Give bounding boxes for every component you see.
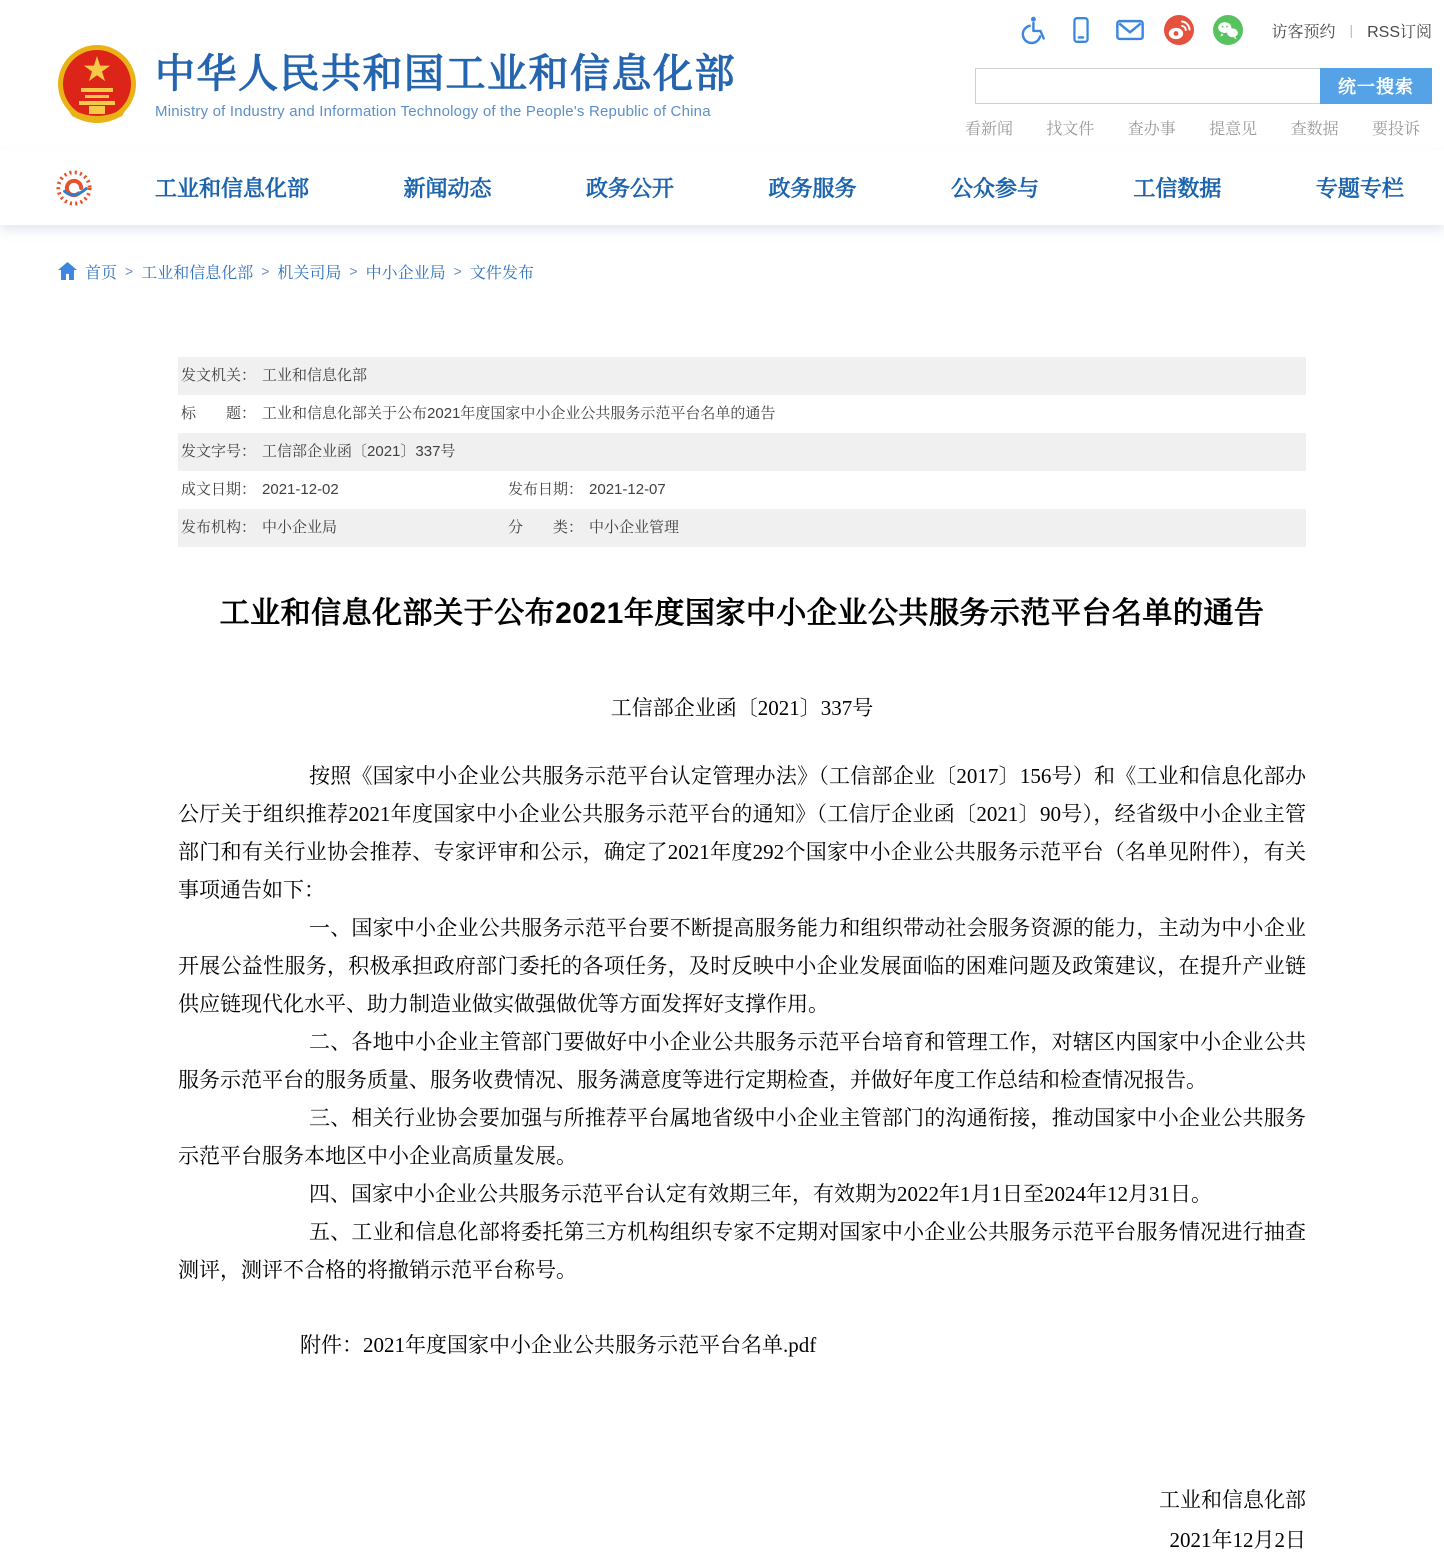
search-bar bbox=[975, 68, 1432, 104]
meta-value: 中小企业管理 bbox=[589, 519, 680, 536]
meta-label: 发布日期： bbox=[508, 481, 584, 498]
search-button[interactable]: 统一搜索 bbox=[1320, 68, 1432, 104]
nav-item-special-topics[interactable]: 专题专栏 bbox=[1315, 176, 1404, 201]
meta-value: 工业和信息化部关于公布2021年度国家中小企业公共服务示范平台名单的通告 bbox=[262, 405, 776, 422]
breadcrumb-separator: > bbox=[453, 263, 462, 279]
national-emblem-icon bbox=[56, 42, 138, 130]
topbar-separator: | bbox=[1349, 22, 1354, 38]
meta-label: 成文日期： bbox=[181, 481, 257, 498]
accessibility-icon[interactable] bbox=[1016, 14, 1048, 46]
paragraph-item-4: 四、国家中小企业公共服务示范平台认定有效期三年，有效期为2022年1月1日至2024年12月31日。 bbox=[309, 1182, 1212, 1206]
document-number: 工信部企业函〔2021〕337号 bbox=[610, 696, 874, 720]
site-title-english: Ministry of Industry and Information Technology of the People's Republic of China bbox=[155, 103, 711, 120]
meta-row-issuing-authority bbox=[178, 357, 1306, 395]
meta-value: 工业和信息化部 bbox=[262, 367, 368, 384]
quick-links bbox=[965, 116, 1420, 139]
meta-row-publisher bbox=[178, 509, 1306, 547]
quick-link-data[interactable]: 查数据 bbox=[1290, 121, 1339, 138]
paragraph-item-5: 五、工业和信息化部将委托第三方机构组织专家不定期对国家中小企业公共服务示范平台服务情况进行抽查测评，测评不合格的将撤销示范平台称号。 bbox=[178, 1220, 1306, 1282]
nav-item-news[interactable]: 新闻动态 bbox=[403, 176, 492, 201]
signature-date: 2021年12月2日 bbox=[1169, 1528, 1306, 1552]
quick-link-complaints[interactable]: 要投诉 bbox=[1371, 121, 1420, 138]
breadcrumb-separator: > bbox=[261, 263, 270, 279]
meta-value: 2021-12-07 bbox=[589, 481, 666, 498]
quick-link-news[interactable]: 看新闻 bbox=[965, 121, 1014, 138]
paragraph-item-2: 二、各地中小企业主管部门要做好中小企业公共服务示范平台培育和管理工作，对辖区内国家中小企业公共服务示范平台的服务质量、服务收费情况、服务满意度等进行定期检查，并做好年度工作总结和检查情况报告。 bbox=[178, 1030, 1306, 1092]
breadcrumb-departments[interactable]: 机关司局 bbox=[277, 264, 342, 282]
meta-value: 工信部企业函〔2021〕337号 bbox=[262, 443, 456, 460]
main-nav bbox=[0, 150, 1444, 225]
nav-item-public-participation[interactable]: 公众参与 bbox=[950, 176, 1039, 201]
meta-label: 标 题： bbox=[181, 405, 257, 422]
document-body bbox=[178, 757, 1306, 1289]
weibo-icon[interactable] bbox=[1163, 14, 1195, 46]
paragraph-item-1: 一、国家中小企业公共服务示范平台要不断提高服务能力和组织带动社会服务资源的能力，主动为中小企业开展公益性服务，积极承担政府部门委托的各项任务，及时反映中小企业发展面临的困难问题及政策建议，在提升产业链供应链现代化水平、助力制造业做实做强做优等方面发挥好支撑作用。 bbox=[178, 916, 1306, 1016]
quick-link-suggestions[interactable]: 提意见 bbox=[1209, 121, 1258, 138]
rss-subscribe-link[interactable]: RSS订阅 bbox=[1367, 23, 1432, 41]
site-title: 中华人民共和国工业和信息化部 bbox=[155, 52, 736, 96]
wechat-icon[interactable] bbox=[1212, 14, 1244, 46]
meta-value: 中小企业局 bbox=[262, 519, 338, 536]
meta-row-doc-number bbox=[178, 433, 1306, 471]
visitor-appointment-link[interactable]: 访客预约 bbox=[1271, 23, 1336, 41]
nav-item-gov-services[interactable]: 政务服务 bbox=[768, 176, 857, 201]
mobile-icon[interactable] bbox=[1065, 14, 1097, 46]
breadcrumb-home[interactable]: 首页 bbox=[85, 264, 118, 282]
paragraph-item-3: 三、相关行业协会要加强与所推荐平台属地省级中小企业主管部门的沟通衔接，推动国家中小企业公共服务示范平台服务本地区中小企业高质量发展。 bbox=[178, 1106, 1306, 1168]
meta-label: 发文字号： bbox=[181, 443, 257, 460]
breadcrumb-sme-bureau[interactable]: 中小企业局 bbox=[365, 264, 446, 282]
meta-cell-category bbox=[508, 509, 679, 547]
breadcrumb-separator: > bbox=[349, 263, 358, 279]
document-title: 工业和信息化部关于公布2021年度国家中小企业公共服务示范平台名单的通告 bbox=[219, 597, 1265, 630]
nav-item-miit-data[interactable]: 工信数据 bbox=[1133, 176, 1222, 201]
quick-link-services[interactable]: 查办事 bbox=[1127, 121, 1176, 138]
site-header bbox=[0, 0, 1444, 150]
quick-link-files[interactable]: 找文件 bbox=[1046, 121, 1095, 138]
attachment-link[interactable]: 附件：2021年度国家中小企业公共服务示范平台名单.pdf bbox=[300, 1333, 817, 1357]
nav-item-miit[interactable]: 工业和信息化部 bbox=[155, 176, 310, 201]
home-icon[interactable] bbox=[58, 262, 77, 280]
signature-signer: 工业和信息化部 bbox=[1159, 1488, 1306, 1512]
meta-label: 发布机构： bbox=[181, 519, 257, 536]
topbar bbox=[1016, 14, 1432, 46]
meta-value: 2021-12-02 bbox=[262, 481, 339, 498]
meta-label: 分 类： bbox=[508, 519, 584, 536]
site-title-link[interactable] bbox=[155, 52, 736, 120]
paragraph-intro: 按照《国家中小企业公共服务示范平台认定管理办法》（工信部企业〔2017〕156号）和《工业和信息化部办公厅关于组织推荐2021年度国家中小企业公共服务示范平台的通知》（工信厅企业函〔2021〕90号），经省级中小企业主管部门和有关行业协会推荐、专家评审和公示，确定了2021年度292个国家中小企业公共服务示范平台（名单见附件），有关事项通告如下： bbox=[178, 764, 1306, 902]
topbar-links bbox=[1271, 19, 1432, 42]
search-input[interactable] bbox=[975, 68, 1320, 104]
breadcrumb-document-release[interactable]: 文件发布 bbox=[469, 264, 534, 282]
mail-icon[interactable] bbox=[1114, 14, 1146, 46]
meta-label: 发文机关： bbox=[181, 367, 257, 384]
nav-items bbox=[155, 172, 1404, 203]
document-meta-table bbox=[178, 357, 1306, 547]
breadcrumb-separator: > bbox=[125, 263, 134, 279]
document-content bbox=[178, 357, 1306, 1560]
meta-cell-publish-date bbox=[508, 471, 666, 509]
breadcrumb bbox=[0, 225, 1444, 284]
signature-block bbox=[178, 1480, 1306, 1560]
nav-item-gov-disclosure[interactable]: 政务公开 bbox=[585, 176, 674, 201]
breadcrumb-miit[interactable]: 工业和信息化部 bbox=[141, 264, 254, 282]
meta-row-dates bbox=[178, 471, 1306, 509]
miit-swirl-logo-icon bbox=[55, 169, 93, 207]
meta-row-title bbox=[178, 395, 1306, 433]
